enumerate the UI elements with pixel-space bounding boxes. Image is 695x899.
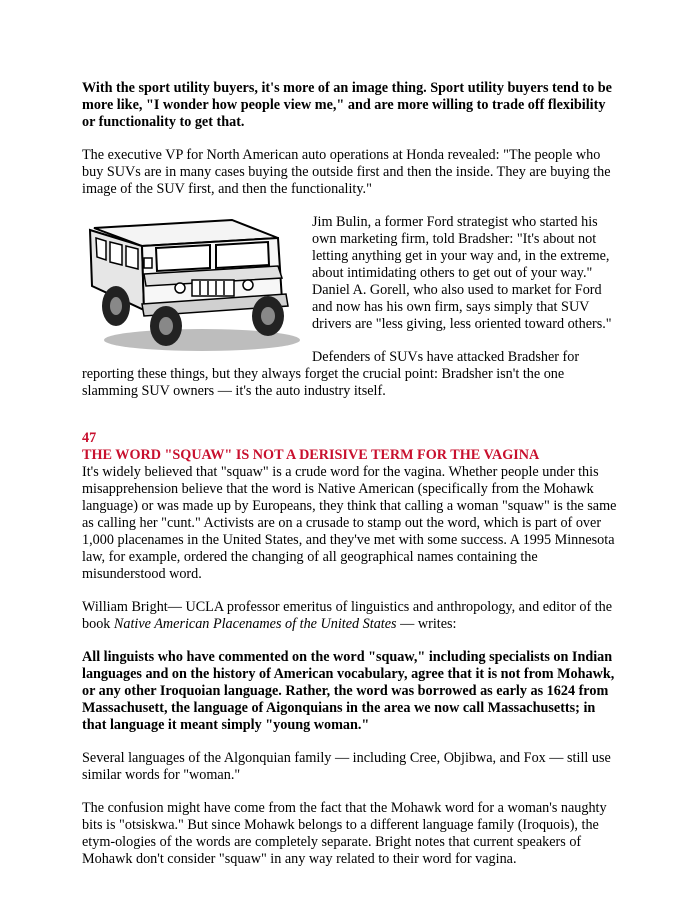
bright-intro-text: William Bright— UCLA professor emeritus of linguistics and anthropology, and editor of the book — [82, 599, 613, 632]
book-title: Native American Placenames of the United States — [113, 616, 397, 632]
sport-utility-quote: With the sport utility buyers, it's more of an image thing. Sport utility buyers tend to be more like, "I wonder how people view me," and are more willing to trade off flexibility or functionality to get that. — [82, 80, 612, 130]
section-number: 47 — [82, 430, 97, 446]
suv-drawing-icon — [82, 214, 300, 352]
defenders-paragraph: Defenders of SUVs have attacked Bradsher for reporting these things, but they always forget the crucial point: Bradsher isn't the one slamming SUV owners — it's the auto industry itself. — [82, 349, 580, 399]
figure-wrap — [82, 214, 617, 400]
algonquian-paragraph: Several languages of the Algonquian family — including Cree, Objibwa, and Fox — still use similar words for "woman." — [82, 750, 611, 783]
confusion-paragraph: The confusion might have come from the fact that the Mohawk word for a woman's naughty bits is "otsiskwa." But since Mohawk belongs to a different language family (Iroquois), the etym-ologies of the words are completely separate. Bright notes that current speakers of Mohawk don't consider "squaw" in any way related to their word for vagina. — [82, 800, 607, 867]
honda-paragraph: The executive VP for North American auto operations at Honda revealed: "The people who buy SUVs are in many cases buying the outside first and then the inside. They are buying the image of the SUV first, and then the functionality." — [82, 147, 611, 197]
section-title: THE WORD "SQUAW" IS NOT A DERISIVE TERM FOR THE VAGINA — [82, 447, 540, 463]
bright-intro-tail: — writes: — [396, 616, 457, 632]
bright-quote: All linguists who have commented on the word "squaw," including specialists on Indian languages and on the history of American vocabulary, agree that it is not from Mohawk, or any other Iroquoian language. Rather, the word was borrowed as early as 1624 from Massachusett, the language of Aigonquians in the area we now call Massachusetts; in that language it meant simply "young woman." — [82, 649, 615, 733]
squaw-intro-paragraph: It's widely believed that "squaw" is a crude word for the vagina. Whether people under this misapprehension believe that the word is Native American (specifically from the Mohawk language) or was made up by Europeans, they think that calling a woman "squaw" is the same as calling her "cunt." Activists are on a crusade to stamp out the word, which is part of over 1,000 placenames in the United States, and they've met with some success. A 1995 Minnesota law, for example, ordered the changing of all geographical names containing the misunderstood word. — [82, 464, 617, 582]
bright-intro-paragraph — [82, 599, 617, 633]
page-content — [82, 80, 617, 868]
bulin-paragraph: Jim Bulin, a former Ford strategist who started his own marketing firm, told Bradsher: "It's about not letting anything get in your way and, in the extreme, about intimidating others to get out of your way." Daniel A. Gorell, who also used to market for Ford and now has his own firm, says simply that SUV drivers are "less giving, less oriented toward others." — [312, 214, 612, 332]
hummer-illustration — [82, 214, 300, 352]
